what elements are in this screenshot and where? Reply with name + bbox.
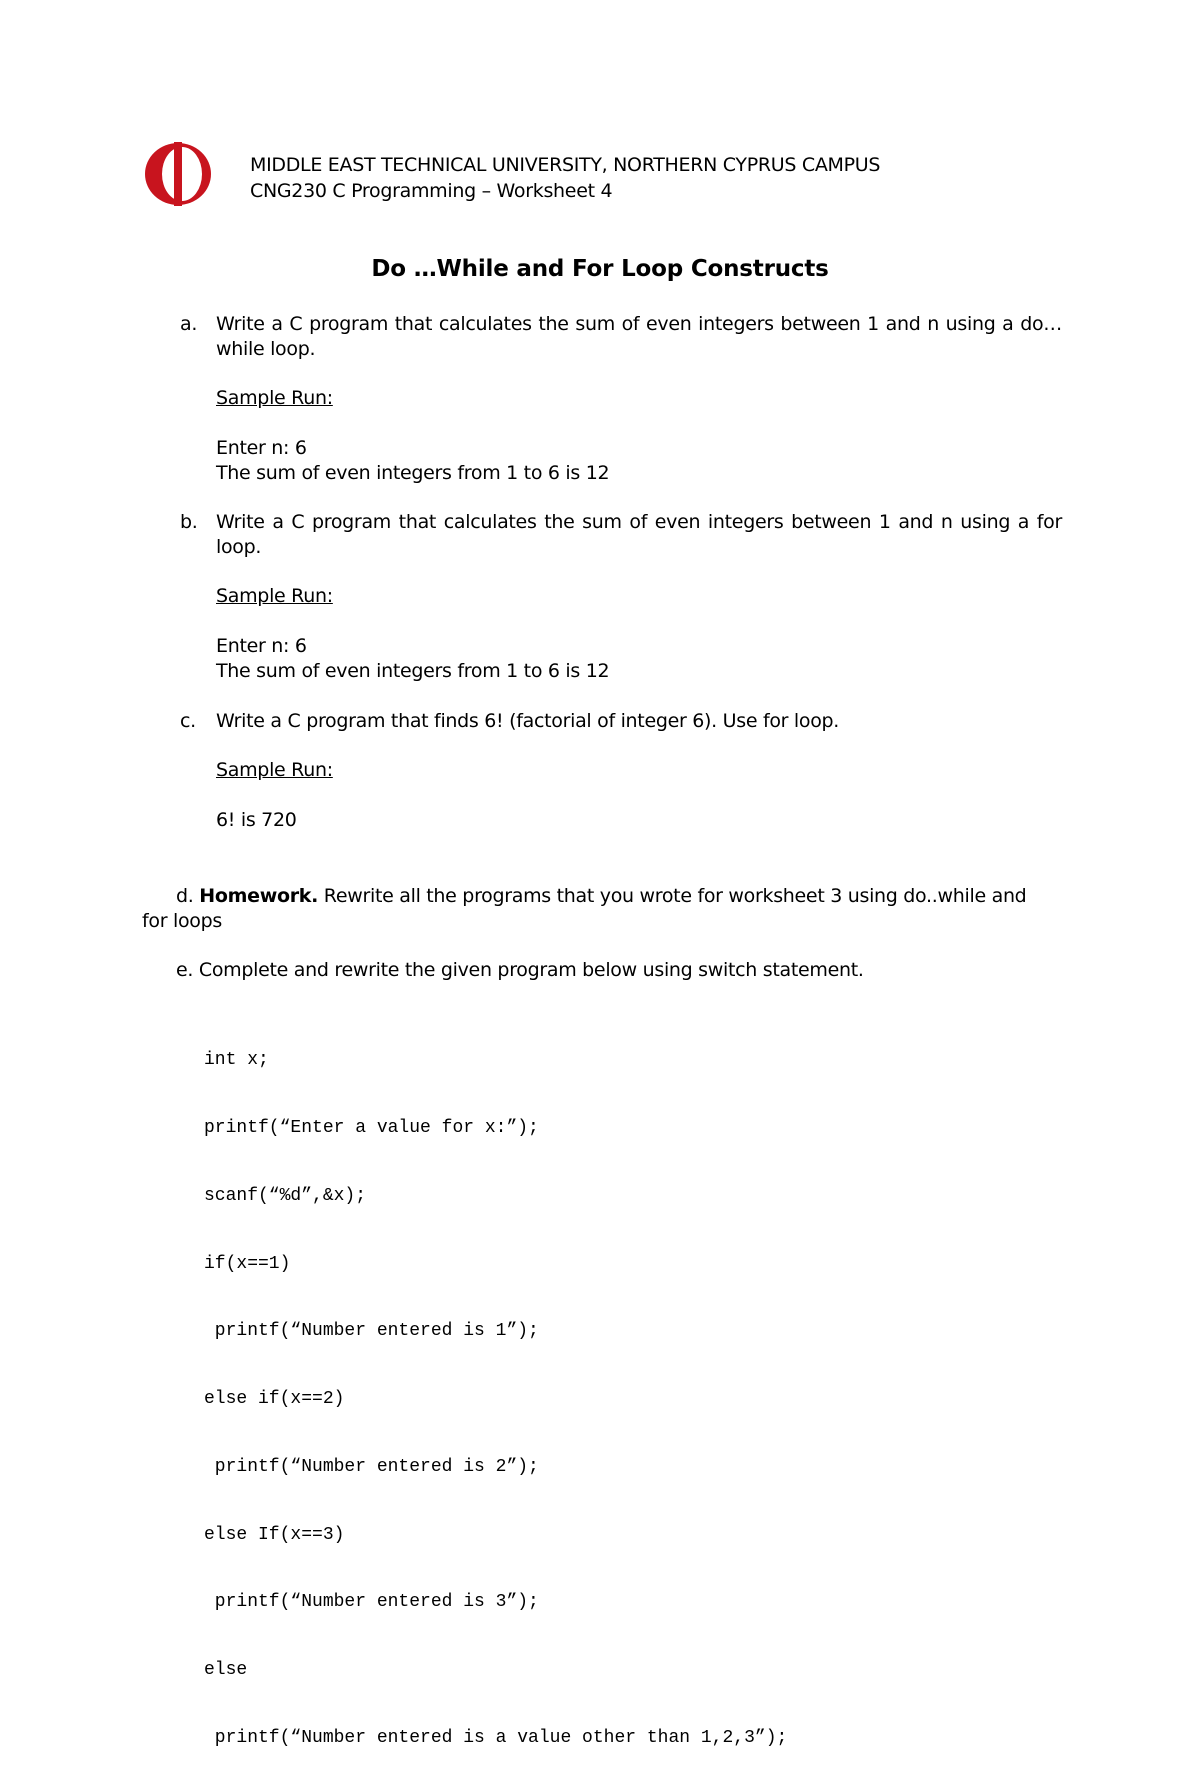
university-logo <box>142 140 214 208</box>
homework-item <box>176 884 1026 909</box>
sample-line: 6! is 720 <box>216 809 297 831</box>
question-e: e. Complete and rewrite the given program below using switch statement. <box>176 959 864 981</box>
question-text: Write a C program that finds 6! (factorial of integer 6). Use for loop. <box>216 710 840 732</box>
sample-line: The sum of even integers from 1 to 6 is 12 <box>216 462 610 484</box>
sample-line: Enter n: 6 <box>216 437 307 459</box>
code-line: scanf(“%d”,&x); <box>204 1185 367 1206</box>
sample-line: The sum of even integers from 1 to 6 is 12 <box>216 660 610 682</box>
sample-run-label: Sample Run: <box>216 387 333 409</box>
page-title: Do …While and For Loop Constructs <box>371 256 829 282</box>
logo-bar <box>174 142 182 206</box>
homework-text-continued: for loops <box>142 910 222 932</box>
code-line: printf(“Number entered is 2”); <box>204 1456 539 1477</box>
code-listing <box>204 1004 787 1772</box>
code-line: printf(“Enter a value for x:”); <box>204 1117 539 1138</box>
code-line: if(x==1) <box>204 1253 291 1274</box>
course-name: CNG230 C Programming – Worksheet 4 <box>250 180 613 202</box>
homework-label: d. <box>176 885 194 907</box>
question-label: c. <box>180 710 196 732</box>
code-line: else if(x==2) <box>204 1389 345 1410</box>
code-line: printf(“Number entered is 3”); <box>204 1592 539 1613</box>
sample-line: Enter n: 6 <box>216 635 307 657</box>
university-name: MIDDLE EAST TECHNICAL UNIVERSITY, NORTHERN CYPRUS CAMPUS <box>250 154 881 176</box>
question-label: a. <box>180 313 198 335</box>
question-text: Write a C program that calculates the sum of even integers between 1 and n using a for loop. <box>216 511 1062 558</box>
document-header <box>250 152 880 204</box>
sample-run-label: Sample Run: <box>216 759 333 781</box>
code-line: printf(“Number entered is a value other than 1,2,3”); <box>204 1728 788 1748</box>
code-line: int x; <box>204 1050 269 1071</box>
question-text: Write a C program that calculates the sum of even integers between 1 and n using a do…while loop. <box>216 313 1062 360</box>
code-line: else <box>204 1660 248 1681</box>
homework-text: Rewrite all the programs that you wrote for worksheet 3 using do..while and <box>323 885 1027 907</box>
code-line: else If(x==3) <box>204 1524 345 1545</box>
code-line: printf(“Number entered is 1”); <box>204 1321 539 1342</box>
question-label: b. <box>180 511 198 533</box>
sample-run-label: Sample Run: <box>216 585 333 607</box>
homework-heading: Homework. <box>199 885 319 907</box>
